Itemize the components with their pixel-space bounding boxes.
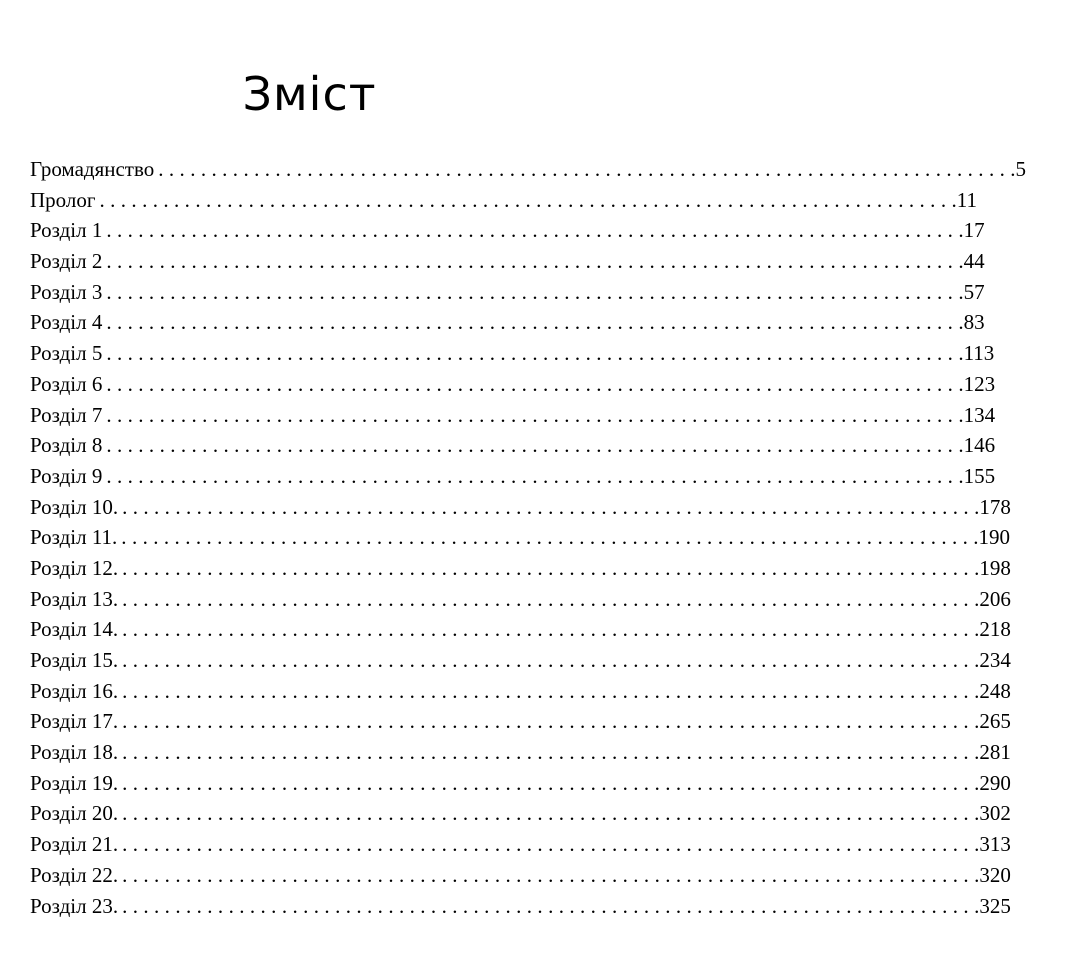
toc-entry <box>30 829 1011 860</box>
toc-leader-dots: ................................................................................ <box>106 341 959 366</box>
toc-entry-page: .265 <box>974 709 1011 734</box>
toc-leader-dots: ................................................................................ <box>122 770 975 795</box>
page-title: Зміст <box>242 67 377 121</box>
toc-entry-page: .57 <box>958 279 985 304</box>
toc-leader-dots: ................................................................................ <box>122 740 975 765</box>
toc-leader-dots: ................................................................................ <box>106 310 959 335</box>
toc-entry-label: Розділ 4 <box>30 310 103 335</box>
toc-entry-label: Розділ 22. <box>30 862 119 887</box>
toc-leader-dots: ................................................................................ <box>121 525 974 550</box>
toc-entry-page: .198 <box>974 555 1011 580</box>
toc-entry-label: Розділ 18. <box>30 740 119 765</box>
toc-entry-page: .155 <box>958 463 996 488</box>
toc-entry-page: .5 <box>1010 157 1026 181</box>
toc-entry <box>30 676 1011 707</box>
toc-entry-page: .190 <box>973 525 1011 550</box>
toc-leader-dots: ................................................................................ <box>106 371 959 396</box>
toc-entry-label: Пролог <box>30 187 96 212</box>
toc-entry <box>30 492 1011 523</box>
toc-entry-label: Розділ 3 <box>30 279 103 304</box>
toc-entry-page: .17 <box>958 218 985 243</box>
toc-entry <box>30 584 1011 615</box>
toc-entry <box>30 246 985 277</box>
toc-leader-dots: ................................................................................ <box>122 586 975 611</box>
toc-entry-label: Розділ 12. <box>30 555 119 580</box>
toc-entry-label: Розділ 2 <box>30 249 103 274</box>
toc-entry-page: .290 <box>974 770 1011 795</box>
toc-entry <box>30 307 985 338</box>
toc-entry-label: Розділ 9 <box>30 463 103 488</box>
toc-entry <box>30 614 1011 645</box>
toc-entry-page: .302 <box>974 801 1011 826</box>
toc-entry-page: .281 <box>974 740 1011 765</box>
toc-entry <box>30 768 1011 799</box>
toc-entry-label: Громадянство <box>30 157 155 181</box>
toc-entry <box>30 891 1011 922</box>
toc-leader-dots: ................................................................................ <box>122 893 975 918</box>
toc-entry-label: Розділ 10. <box>30 494 119 519</box>
toc-entry-label: Розділ 14. <box>30 617 119 642</box>
toc-leader-dots: ................................................................................ <box>122 648 975 672</box>
toc-entry <box>30 522 1011 553</box>
toc-entry-label: Розділ 15. <box>30 648 119 672</box>
toc-leader-dots: ................................................................................ <box>106 279 959 304</box>
toc-entry-page: .83 <box>958 310 985 335</box>
toc-entry <box>30 737 1011 768</box>
toc-entry-label: Розділ 7 <box>30 402 103 427</box>
toc-entry-page: .320 <box>974 862 1011 887</box>
toc-leader-dots: ................................................................................ <box>122 678 975 703</box>
toc-leader-dots: ................................................................................ <box>106 218 959 243</box>
toc-entry-page: .11 <box>951 187 977 212</box>
toc-entry <box>30 185 977 216</box>
toc-leader-dots: ................................................................................ <box>122 862 975 887</box>
toc-leader-dots: ................................................................................ <box>106 249 959 274</box>
toc-entry-page: .248 <box>974 678 1011 703</box>
toc-entry <box>30 461 996 492</box>
toc-leader-dots: ................................................................................ <box>122 832 975 857</box>
toc-leader-dots: ................................................................................ <box>106 463 959 488</box>
toc-entry-page: .325 <box>974 893 1011 918</box>
toc-entry-page: .44 <box>958 249 985 274</box>
toc-entry-page: .234 <box>974 648 1011 672</box>
toc-entry-page: .178 <box>974 494 1011 519</box>
toc-entry-page: .146 <box>958 433 996 458</box>
table-of-contents <box>30 154 1026 921</box>
toc-entry <box>30 154 1026 185</box>
toc-entry-label: Розділ 8 <box>30 433 103 458</box>
toc-entry <box>30 798 1011 829</box>
toc-leader-dots: ................................................................................ <box>106 402 959 427</box>
toc-entry-label: Розділ 17. <box>30 709 119 734</box>
toc-entry-page: .313 <box>974 832 1011 857</box>
toc-leader-dots: ................................................................................ <box>122 709 975 734</box>
toc-entry <box>30 553 1011 584</box>
toc-leader-dots: ................................................................................ <box>99 187 952 212</box>
toc-entry-label: Розділ 21. <box>30 832 119 857</box>
toc-entry-page: .113 <box>958 341 995 366</box>
toc-entry <box>30 277 985 308</box>
toc-entry-label: Розділ 13. <box>30 586 119 611</box>
toc-leader-dots: ................................................................................ <box>122 617 975 642</box>
toc-entry-label: Розділ 6 <box>30 371 103 396</box>
toc-entry-page: .206 <box>974 586 1011 611</box>
toc-entry <box>30 706 1011 737</box>
toc-entry <box>30 860 1011 891</box>
toc-entry-label: Розділ 1 <box>30 218 103 243</box>
toc-entry <box>30 338 995 369</box>
toc-entry-label: Розділ 11. <box>30 525 118 550</box>
toc-entry-label: Розділ 23. <box>30 893 119 918</box>
toc-entry <box>30 430 996 461</box>
toc-leader-dots: ................................................................................ <box>122 494 975 519</box>
toc-entry-page: .218 <box>974 617 1011 642</box>
toc-entry-page: .134 <box>958 402 996 427</box>
toc-leader-dots: ................................................................................ <box>122 801 975 826</box>
toc-leader-dots: ................................................................................ <box>158 157 1011 181</box>
toc-entry-label: Розділ 16. <box>30 678 119 703</box>
toc-entry <box>30 215 985 246</box>
toc-entry <box>30 400 996 431</box>
toc-entry-label: Розділ 5 <box>30 341 103 366</box>
toc-leader-dots: ................................................................................ <box>122 555 975 580</box>
toc-entry <box>30 645 1011 676</box>
toc-entry-label: Розділ 20. <box>30 801 119 826</box>
toc-entry-page: .123 <box>958 371 996 396</box>
toc-entry <box>30 369 996 400</box>
toc-leader-dots: ................................................................................ <box>106 433 959 458</box>
toc-entry-label: Розділ 19. <box>30 770 119 795</box>
